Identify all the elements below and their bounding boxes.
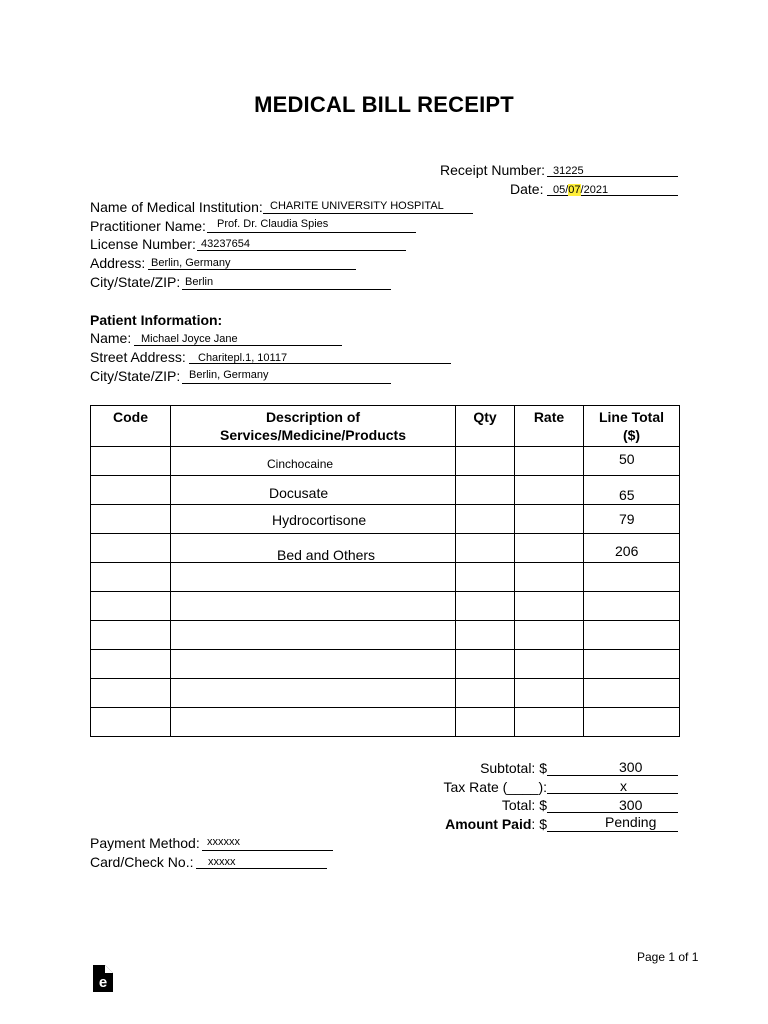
code-cell[interactable] (91, 563, 171, 592)
date-value (553, 184, 608, 196)
total-label: Total: $ (501, 797, 547, 813)
license-number-value: 43237654 (201, 238, 250, 250)
line-total-cell[interactable] (584, 650, 680, 679)
table-row (91, 650, 680, 679)
table-header-row (91, 406, 680, 447)
tax-rate-value: x (620, 778, 627, 794)
code-cell[interactable] (91, 505, 171, 534)
total-field[interactable] (547, 812, 678, 813)
code-cell[interactable] (91, 534, 171, 563)
header-total-line2: ($) (622, 427, 641, 443)
qty-cell[interactable] (456, 621, 515, 650)
qty-cell[interactable] (456, 534, 515, 563)
patient-city-field[interactable] (182, 383, 391, 384)
rate-cell[interactable] (515, 592, 584, 621)
tax-rate-field[interactable] (547, 793, 678, 794)
street-address-label: Street Address: (90, 349, 186, 365)
svg-text:e: e (98, 974, 108, 991)
payment-method-field[interactable] (202, 850, 333, 851)
city-state-zip-field[interactable] (182, 289, 391, 290)
item-line-total: 50 (619, 451, 635, 467)
code-cell[interactable] (91, 621, 171, 650)
line-total-cell[interactable] (584, 447, 680, 476)
description-cell[interactable] (171, 447, 456, 476)
item-description: Hydrocortisone (272, 512, 367, 528)
patient-city-label: City/State/ZIP: (90, 368, 181, 384)
code-cell[interactable] (91, 592, 171, 621)
receipt-number-value: 31225 (553, 165, 584, 177)
document-e-icon (93, 965, 113, 992)
item-description: Bed and Others (277, 547, 376, 563)
qty-cell[interactable] (456, 650, 515, 679)
payment-method-label: Payment Method: (90, 835, 200, 851)
rate-cell[interactable] (515, 708, 584, 737)
total-value: 300 (619, 797, 643, 813)
header-desc-line2: Services/Medicine/Products (220, 427, 406, 443)
practitioner-name-value: Prof. Dr. Claudia Spies (217, 218, 329, 230)
code-cell[interactable] (91, 476, 171, 505)
description-cell[interactable] (171, 621, 456, 650)
qty-cell[interactable] (456, 476, 515, 505)
table-row (91, 679, 680, 708)
header-line-total (584, 406, 680, 447)
card-check-value: xxxxx (208, 856, 236, 868)
patient-name-field[interactable] (134, 345, 342, 346)
city-state-zip-label: City/State/ZIP: (90, 274, 181, 290)
description-cell[interactable] (171, 476, 456, 505)
table-row (91, 621, 680, 650)
payment-method-value: xxxxxx (207, 836, 240, 848)
line-total-cell[interactable] (584, 708, 680, 737)
address-label: Address: (90, 255, 146, 271)
table-row (91, 592, 680, 621)
city-state-zip-value: Berlin (185, 276, 214, 288)
license-number-label: License Number: (90, 236, 196, 252)
line-total-cell[interactable] (584, 679, 680, 708)
description-cell[interactable] (171, 650, 456, 679)
header-rate: Rate (515, 406, 584, 447)
rate-cell[interactable] (515, 476, 584, 505)
rate-cell[interactable] (515, 679, 584, 708)
description-cell[interactable] (171, 679, 456, 708)
qty-cell[interactable] (456, 708, 515, 737)
table-row (91, 505, 680, 534)
tax-rate-label: Tax Rate (____): (443, 779, 547, 795)
practitioner-name-field[interactable] (207, 232, 416, 233)
header-qty: Qty (456, 406, 515, 447)
amount-paid-value: Pending (605, 814, 657, 830)
institution-name-field[interactable] (263, 213, 473, 214)
amount-paid-label-bold: Amount Paid (445, 816, 532, 832)
street-address-value: Charitepl.1, 10117 (198, 352, 288, 364)
table-row (91, 708, 680, 737)
header-description (171, 406, 456, 447)
page-title: MEDICAL BILL RECEIPT (254, 92, 514, 117)
qty-cell[interactable] (456, 679, 515, 708)
item-description: Cinchocaine (267, 457, 334, 471)
item-description: Docusate (269, 485, 329, 501)
rate-cell[interactable] (515, 505, 584, 534)
code-cell[interactable] (91, 447, 171, 476)
line-total-cell[interactable] (584, 505, 680, 534)
qty-cell[interactable] (456, 563, 515, 592)
item-line-total: 206 (615, 543, 639, 559)
card-check-field[interactable] (196, 868, 327, 869)
header-code: Code (91, 406, 171, 447)
line-total-cell[interactable] (584, 621, 680, 650)
description-cell[interactable] (171, 708, 456, 737)
receipt-number-label: Receipt Number: (440, 162, 546, 178)
amount-paid-field[interactable] (547, 831, 678, 832)
table-row (91, 447, 680, 476)
qty-cell[interactable] (456, 505, 515, 534)
patient-city-value: Berlin, Germany (189, 369, 269, 381)
date-part: /2021 (580, 184, 609, 196)
subtotal-value: 300 (619, 759, 643, 775)
code-cell[interactable] (91, 650, 171, 679)
rate-cell[interactable] (515, 621, 584, 650)
rate-cell[interactable] (515, 563, 584, 592)
license-number-field[interactable] (197, 250, 406, 251)
qty-cell[interactable] (456, 447, 515, 476)
table-row (91, 534, 680, 563)
line-total-cell[interactable] (584, 534, 680, 563)
item-line-total: 79 (619, 511, 635, 527)
item-line-total: 65 (619, 487, 635, 503)
header-total-line1: Line Total (598, 409, 665, 425)
patient-info-heading: Patient Information: (90, 312, 223, 328)
table-row (91, 563, 680, 592)
rate-cell[interactable] (515, 447, 584, 476)
line-total-cell[interactable] (584, 592, 680, 621)
rate-cell[interactable] (515, 650, 584, 679)
code-cell[interactable] (91, 708, 171, 737)
patient-name-value: Michael Joyce Jane (141, 333, 238, 345)
patient-name-label: Name: (90, 330, 132, 346)
header-desc-line1: Description of (265, 409, 361, 425)
line-total-cell[interactable] (584, 476, 680, 505)
institution-name-value: CHARITE UNIVERSITY HOSPITAL (270, 200, 444, 212)
amount-paid-label (445, 816, 547, 832)
subtotal-label: Subtotal: $ (480, 760, 547, 776)
address-field[interactable] (148, 269, 356, 270)
card-check-label: Card/Check No.: (90, 854, 194, 870)
practitioner-name-label: Practitioner Name: (90, 218, 206, 234)
date-label: Date: (510, 181, 544, 197)
rate-cell[interactable] (515, 534, 584, 563)
institution-name-label: Name of Medical Institution: (90, 199, 263, 215)
line-total-cell[interactable] (584, 563, 680, 592)
page-number: Page 1 of 1 (637, 950, 699, 964)
address-value: Berlin, Germany (151, 257, 231, 269)
subtotal-field[interactable] (547, 775, 678, 776)
description-cell[interactable] (171, 505, 456, 534)
code-cell[interactable] (91, 679, 171, 708)
date-part: 05/ (553, 184, 569, 196)
table-row (91, 476, 680, 505)
qty-cell[interactable] (456, 592, 515, 621)
amount-paid-suffix: : $ (531, 816, 547, 832)
description-cell[interactable] (171, 534, 456, 563)
description-cell[interactable] (171, 592, 456, 621)
description-cell[interactable] (171, 563, 456, 592)
date-highlight: 07 (568, 184, 581, 196)
items-table (90, 405, 680, 737)
